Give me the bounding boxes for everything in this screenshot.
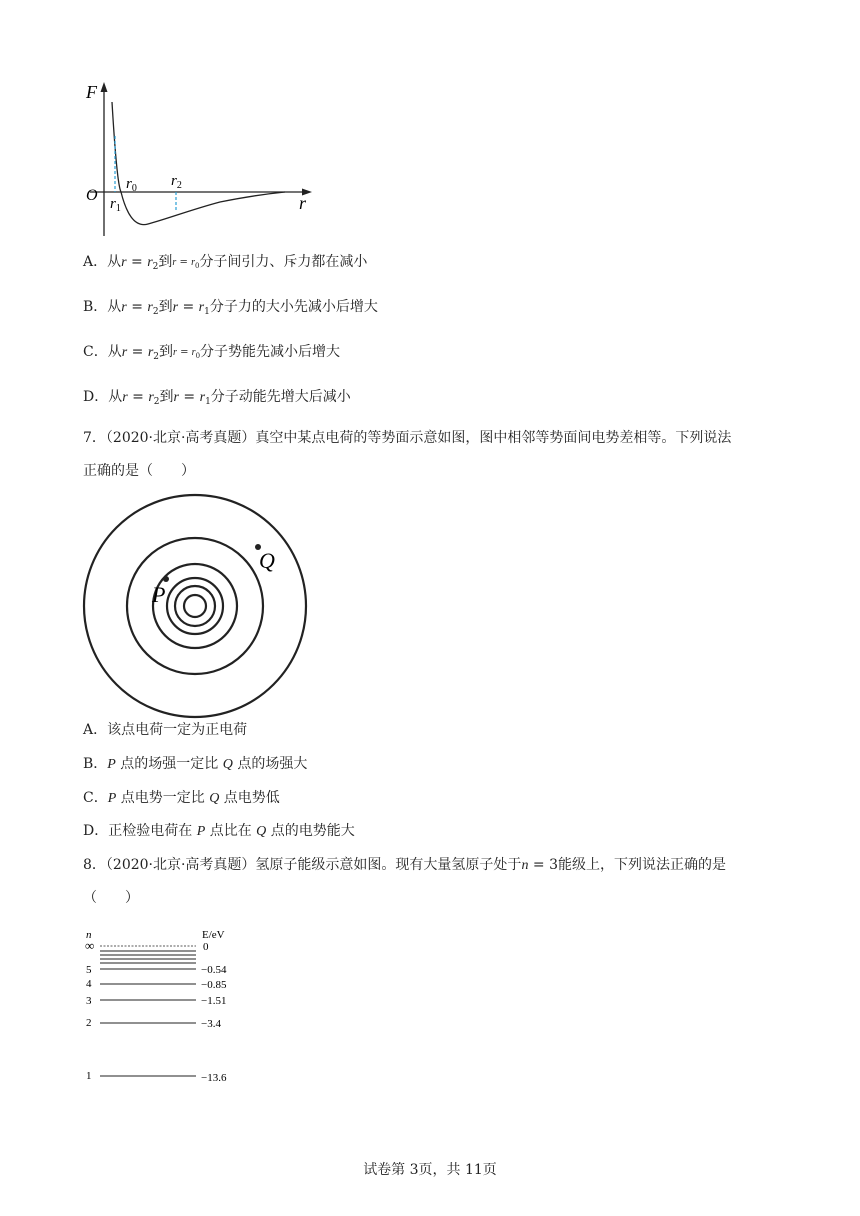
page-footer: 试卷第 3页，共 11页 (363, 1162, 497, 1178)
r0-label: $r_0$ (126, 176, 137, 194)
equipotential-figure (82, 492, 312, 722)
q6-option-a[interactable]: A．从$r = r_2$到$r = r_0$分子间引力、斥力都在减小 (83, 254, 368, 272)
equipotential-ring (127, 538, 263, 674)
q7-option-a[interactable]: A．该点电荷一定为正电荷 (83, 722, 248, 738)
equipotential-ring (175, 586, 215, 626)
level-energy-infinity: 0 (203, 941, 209, 953)
q6-option-b[interactable]: B．从$r = r_2$到$r = r_1$分子力的大小先减小后增大 (83, 299, 378, 317)
n-header: n (86, 929, 92, 941)
label-p: P (152, 582, 166, 607)
force-curve (112, 102, 285, 225)
level-n-4: 4 (86, 978, 92, 990)
origin-label: O (86, 187, 98, 204)
r1-label: $r_1$ (110, 196, 121, 214)
q6-option-c[interactable]: C．从$r = r_2$到$r = r_0$分子势能先减小后增大 (83, 344, 341, 362)
r2-label: $r_2$ (171, 173, 182, 191)
label-q: Q (259, 548, 275, 573)
y-axis-label: F (86, 82, 97, 102)
equipotential-ring (184, 595, 206, 617)
level-energy-2: −3.4 (201, 1018, 221, 1030)
level-energy-3: −1.51 (201, 995, 227, 1007)
level-energy-4: −0.85 (201, 979, 227, 991)
q8-stem-line1: 8．（2020·北京·高考真题）氢原子能级示意如图。现有大量氢原子处于n = 3能级上，下列说法正确的是 (83, 857, 726, 873)
q6-option-d[interactable]: D．从$r = r_2$到$r = r_1$分子动能先增大后减小 (83, 389, 351, 407)
level-n-1: 1 (86, 1070, 92, 1082)
equipotential-ring (84, 495, 306, 717)
force-distance-graph (80, 78, 320, 238)
level-n-infinity: ∞ (85, 938, 95, 953)
q7-option-d[interactable]: D．正检验电荷在 P 点比在 Q 点的电势能大 (83, 823, 355, 839)
level-n-2: 2 (86, 1017, 92, 1029)
y-axis-arrow (101, 82, 108, 92)
q7-option-c[interactable]: C．P 点电势一定比 Q 点电势低 (83, 790, 280, 806)
level-energy-5: −0.54 (201, 964, 227, 976)
q7-option-b[interactable]: B．P 点的场强一定比 Q 点的场强大 (83, 756, 308, 772)
q7-stem-line1: 7．（2020·北京·高考真题）真空中某点电荷的等势面示意如图，图中相邻等势面间电势差相等。下列说法 (83, 430, 732, 446)
q8-stem-line2: （ ） (83, 890, 139, 906)
level-n-5: 5 (86, 964, 92, 976)
energy-header: E/eV (202, 929, 225, 941)
level-energy-1: −13.6 (201, 1072, 227, 1084)
x-axis-label: r (299, 193, 307, 213)
q7-stem-line2: 正确的是（ ） (83, 463, 195, 479)
level-n-3: 3 (86, 995, 92, 1007)
energy-level-diagram (80, 924, 250, 1089)
